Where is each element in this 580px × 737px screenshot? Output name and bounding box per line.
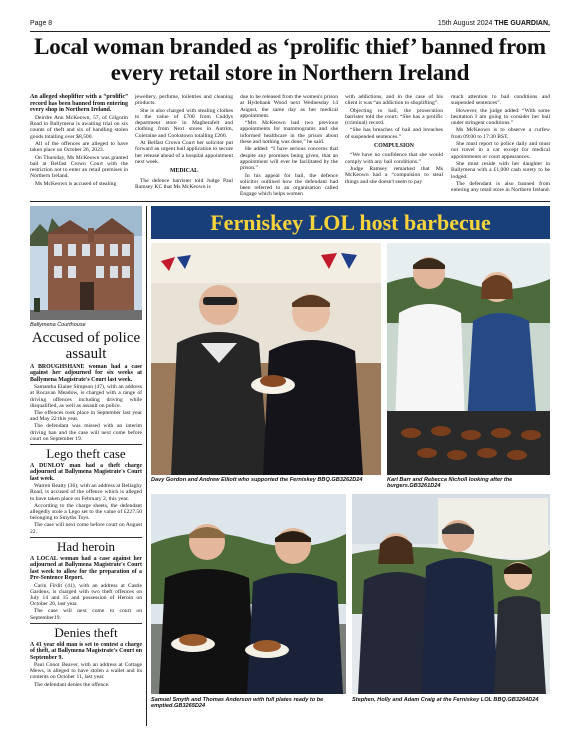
header-rule [30,31,550,32]
story-paragraph: The defence barrister told Judge Paul Ramsey KC that Ms McKeown is [135,177,233,190]
column-rule [146,206,147,726]
courthouse-photo [30,206,142,320]
story-paragraph: Ms McKeown is accused of stealing [35,180,117,187]
photo-caption: Davy Gordon and Andrew Elliott who supported the Ferniskey BBQ.GB3262D24 [151,477,363,483]
story-lead: A DUNLOY man had a theft charge adjourned at Ballymena Magistrate's Court last week. [30,463,142,482]
feature-banner: Ferniskey LOL host barbecue [151,206,550,239]
story-title: Had heroin [56,538,116,554]
story-paragraph: jewellery, perfume, toiletries and cleaning products. [135,94,233,107]
story-paragraph: In his appeal for bail, the defence solicitor outlined how the defendant had been referred to an organisation called Engage which helps women [240,172,338,198]
story-paragraph: due to be released from the women's prison at Hydebank Wood next Wednesday 14 August, the same day as her medical appointment. [240,94,338,119]
story-subhead: COMPULSION [374,143,414,150]
story-divider [30,537,142,538]
photo-barr-nicholl [387,243,550,475]
photo-smyth-anderson [151,494,346,694]
story-column-4 [345,94,443,186]
sidebar-story-theft [30,626,142,688]
photo-caption: Stephen, Holly and Adam Craig at the Ferniskey LOL BBQ.GB3264D24 [352,697,539,703]
main-headline: Local woman branded as ‘prolific thief’ banned from every retail store in Northern Ireland [34,34,546,85]
story-lead: A LOCAL woman had a case against her adjourned at Ballymena Magistrate's Court last week to allow for the preparation of a Pre-Sentence Report. [30,555,142,582]
story-column-3 [240,94,338,199]
story-title: Lego theft case [46,446,126,462]
court-news-sidebar [30,206,142,689]
photo-gordon-elliott [151,243,381,475]
story-divider [30,623,142,624]
story-paragraph: The defendant is also banned from entering any retail store in Northern Ireland. [451,180,550,194]
story-paragraph: Carin Firdit (41), with an address at Castle Gardens, is charged with two theft offences on July 14 and 15 and possession of Heroin on October 26, last year. [30,582,142,608]
story-paragraph: He added: “I have serious concerns that despite any promises being given, that an appointment will ever be facilitated by the prison.” [240,146,338,172]
story-paragraph: All of the offences are alleged to have taken place on October 26, 2023. [30,140,128,154]
story-paragraph: The defendant was missed with an interim driving ban and the case will next come before court on September 19. [30,423,142,442]
story-column-5 [451,94,550,194]
story-paragraph: At Belfast Crown Court her solicitor put forward an urgent bail application to secure her release ahead of a hospital appointment next week. [135,140,233,165]
story-paragraph: On Thursday, Ms McKeown was granted bail at Belfast Crown Court with the restriction not to enter an retail premises in Northern Ireland. [30,154,128,180]
story-paragraph: Ms McKeown is to observe a curfew from 09:00 to 17:30 BST. [451,127,550,140]
section-divider [30,201,550,202]
sidebar-story-lego [30,447,142,538]
story-paragraph: However, the judge added: “With some hesitation I am going to consider her bail under stringent conditions.” [451,107,550,127]
story-divider [30,444,142,445]
story-column-1 [30,94,128,188]
story-paragraph: The case will next come to court on September19. [30,608,142,621]
story-paragraph: “We have no confidence that she would comply with any bail conditions.” [345,152,443,165]
photo-caption: Karl Barr and Rebecca Nicholl looking after the burgers.GB3261D24 [387,477,513,490]
photo-craig-family [352,494,550,694]
story-paragraph: According to the charge sheets, the defendant allegedly stole a Lego set to the value of £227.50 belonging to Smyths Toys. [30,502,142,522]
publication-name: THE GUARDIAN, [494,20,550,27]
story-title: Accused of police assault [31,330,141,362]
story-column-2 [135,94,233,191]
story-paragraph: The defendant denies the offence. [34,681,110,688]
page-dateline [438,20,550,27]
page-number: Page 8 [30,20,53,27]
issue-date: 15th August 2024 [437,20,493,27]
story-lead: A BROUGHSHANE woman had a case against her adjourned for six weeks at Ballymena Magistrate's Court last week. [30,364,142,383]
story-paragraph: Deirdre Ann McKeown, 57, of Gilgorm Road in Ballymena is awaiting trial on six counts of theft and six of handling stolen goods totalling over $8,500. [30,114,128,140]
story-paragraph: Samantha Elaine Simpson (47), with an address at Rocavan Meadow, is charged with a range of driving offences including driving while disqualified, as well as assault on police. [30,384,142,409]
story-lead: An alleged shoplifter with a “prolific” record has been banned from entering every shop in Northern Ireland. [30,94,128,114]
courthouse-caption: Ballymena Courthouse [30,322,86,328]
story-subhead: MEDICAL [169,168,199,175]
story-paragraph: She must report to police daily and must not travel in a car except for medical appointments or court appearances. [451,141,550,160]
sidebar-story-assault [30,330,142,445]
story-paragraph: She is also charged with stealing clothes to the value of £700 from Cuddys department store in Magherafelt and clothing from Next stores in Antrim, Coleraine and Cookstown totalling £266. [135,107,233,139]
sidebar-story-heroin [30,540,142,624]
story-paragraph: She must reside with her daughter in Ballymena with a £1,000 cash surety to be lodged. [451,160,550,180]
story-paragraph: Objecting to bail, the prosecution barrister told the court: “She has a prolific (criminal) record. [345,107,443,127]
story-paragraph: much attention to bail conditions and suspended sentences”. [451,94,550,107]
courthouse-illustration [30,206,142,320]
story-paragraph: “She has breaches of bail and breaches of suspended sentences.” [345,127,443,140]
story-paragraph: The offences took place in September last year and May 22 this year. [30,410,142,423]
story-paragraph: Warren Beatty (36), with an address at Bellaghy Road, is accused of the offence which is alleged to have taken place on February 2, this year. [30,483,142,502]
photo-caption: Samuel Smyth and Thomas Anderson with full plates ready to be emptied.GB3265D24 [151,697,324,710]
story-paragraph: “Mrs McKeown had two previous appointments for mammograms and she informed healthcare in the prison about these and nothing was done,” he said. [240,120,338,146]
story-paragraph: The case will next come before court on August 22. [30,522,142,535]
story-lead: A 41 year old man is set to contest a charge of theft, at Ballymena Magistrate's Court on September 9. [30,641,142,661]
story-title: Denies theft [54,624,118,640]
story-paragraph: with addictions, and in the case of his client it was “an addiction to shoplifting”. [345,94,443,107]
story-paragraph: Paul Conor Beaver, with an address at Cottage Mews, is alleged to have stolen a wallet and its contents on October 11, last year. [30,661,142,681]
story-paragraph: Judge Ramsey remarked that Ms McKeown had a “compulsion to steal things and she doesn't seem to pay [345,165,443,185]
